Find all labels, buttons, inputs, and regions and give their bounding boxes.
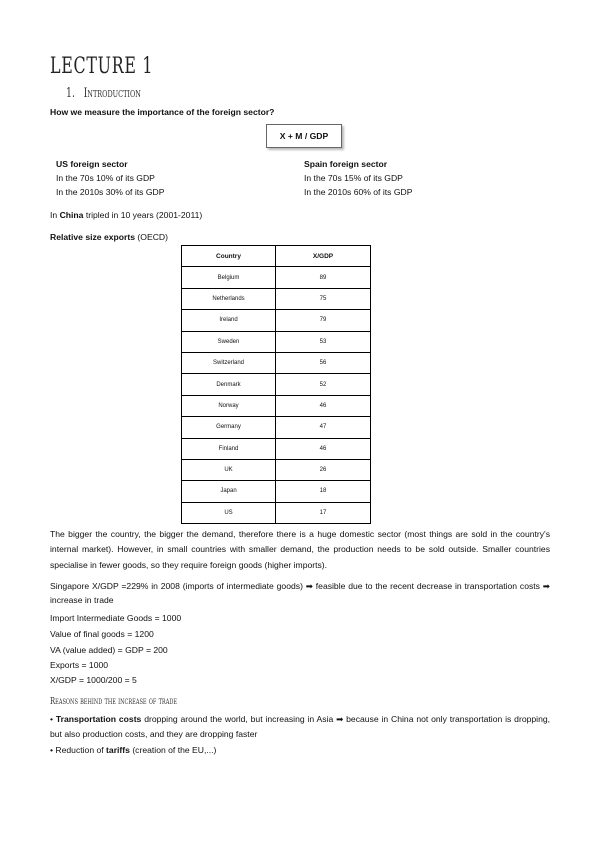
us-line-1: In the 70s 10% of its GDP	[56, 173, 155, 183]
relative-size-heading: Relative size exports (OECD)	[50, 232, 168, 242]
xgdp-cell: 46	[276, 395, 371, 416]
formula-box: X + M / GDP	[266, 124, 342, 148]
table-row	[182, 438, 371, 459]
country-cell: Japan	[182, 481, 276, 502]
reasons-heading: Reasons behind the increase of trade	[50, 696, 178, 707]
question-text: How we measure the importance of the foreign sector?	[50, 107, 275, 117]
section-label: Introduction	[83, 86, 141, 101]
xgdp-cell: 79	[276, 310, 371, 331]
country-cell: Norway	[182, 395, 276, 416]
table-row	[182, 352, 371, 373]
xgdp-cell: 53	[276, 331, 371, 352]
bullet-tariffs: • Reduction of tariffs (creation of the EU,...)	[50, 745, 217, 755]
table-row	[182, 331, 371, 352]
xgdp-cell: 75	[276, 288, 371, 309]
country-cell: Belgium	[182, 267, 276, 288]
calc-line: Exports = 1000	[50, 660, 109, 670]
calc-line: Value of final goods = 1200	[50, 629, 154, 639]
table-row	[182, 502, 371, 523]
bullet-transportation: • Transportation costs dropping around the world, but increasing in Asia ➡ because in China not only transportation is dropping, but also production costs, and they are dropping faster	[50, 714, 551, 739]
spain-heading: Spain foreign sector	[304, 159, 388, 169]
xgdp-cell: 18	[276, 481, 371, 502]
country-cell: Finland	[182, 438, 276, 459]
exports-table	[181, 245, 371, 524]
paragraph-country-size: The bigger the country, the bigger the demand, therefore there is a huge domestic sector (most things are sold in the country's internal market). However, in small countries with smaller demand, the production needs to be sold outside. Smaller countries specialise in fewer goods, so they require foreign goods (higher imports).	[50, 529, 550, 570]
china-line: In China tripled in 10 years (2001-2011)	[50, 210, 203, 220]
xgdp-cell: 26	[276, 459, 371, 480]
calc-line: Import Intermediate Goods = 1000	[50, 613, 182, 623]
country-cell: Switzerland	[182, 352, 276, 373]
page-title: LECTURE 1	[50, 54, 154, 79]
calc-line: X/GDP = 1000/200 = 5	[50, 675, 137, 685]
country-cell: Denmark	[182, 374, 276, 395]
header-xgdp: X/GDP	[276, 246, 371, 267]
xgdp-cell: 89	[276, 267, 371, 288]
section-number: 1.	[66, 86, 75, 101]
xgdp-cell: 17	[276, 502, 371, 523]
country-cell: Germany	[182, 417, 276, 438]
country-cell: Sweden	[182, 331, 276, 352]
country-cell: UK	[182, 459, 276, 480]
xgdp-cell: 52	[276, 374, 371, 395]
table-row	[182, 459, 371, 480]
table-row	[182, 417, 371, 438]
table-row	[182, 395, 371, 416]
section-heading	[66, 86, 141, 101]
table-row	[182, 310, 371, 331]
table-row	[182, 374, 371, 395]
country-cell: US	[182, 502, 276, 523]
country-cell: Ireland	[182, 310, 276, 331]
header-country: Country	[182, 246, 276, 267]
spain-line-2: In the 2010s 60% of its GDP	[304, 187, 413, 197]
table-row	[182, 267, 371, 288]
xgdp-cell: 56	[276, 352, 371, 373]
paragraph-singapore: Singapore X/GDP =229% in 2008 (imports of intermediate goods) ➡ feasible due to the recent decrease in transportation costs ➡ increase in trade	[50, 581, 550, 605]
spain-line-1: In the 70s 15% of its GDP	[304, 173, 403, 183]
calc-line: VA (value added) = GDP = 200	[50, 645, 168, 655]
xgdp-cell: 46	[276, 438, 371, 459]
country-cell: Netherlands	[182, 288, 276, 309]
table-row	[182, 481, 371, 502]
table-header-row	[182, 246, 371, 267]
table-row	[182, 288, 371, 309]
xgdp-cell: 47	[276, 417, 371, 438]
us-heading: US foreign sector	[56, 159, 128, 169]
us-line-2: In the 2010s 30% of its GDP	[56, 187, 165, 197]
